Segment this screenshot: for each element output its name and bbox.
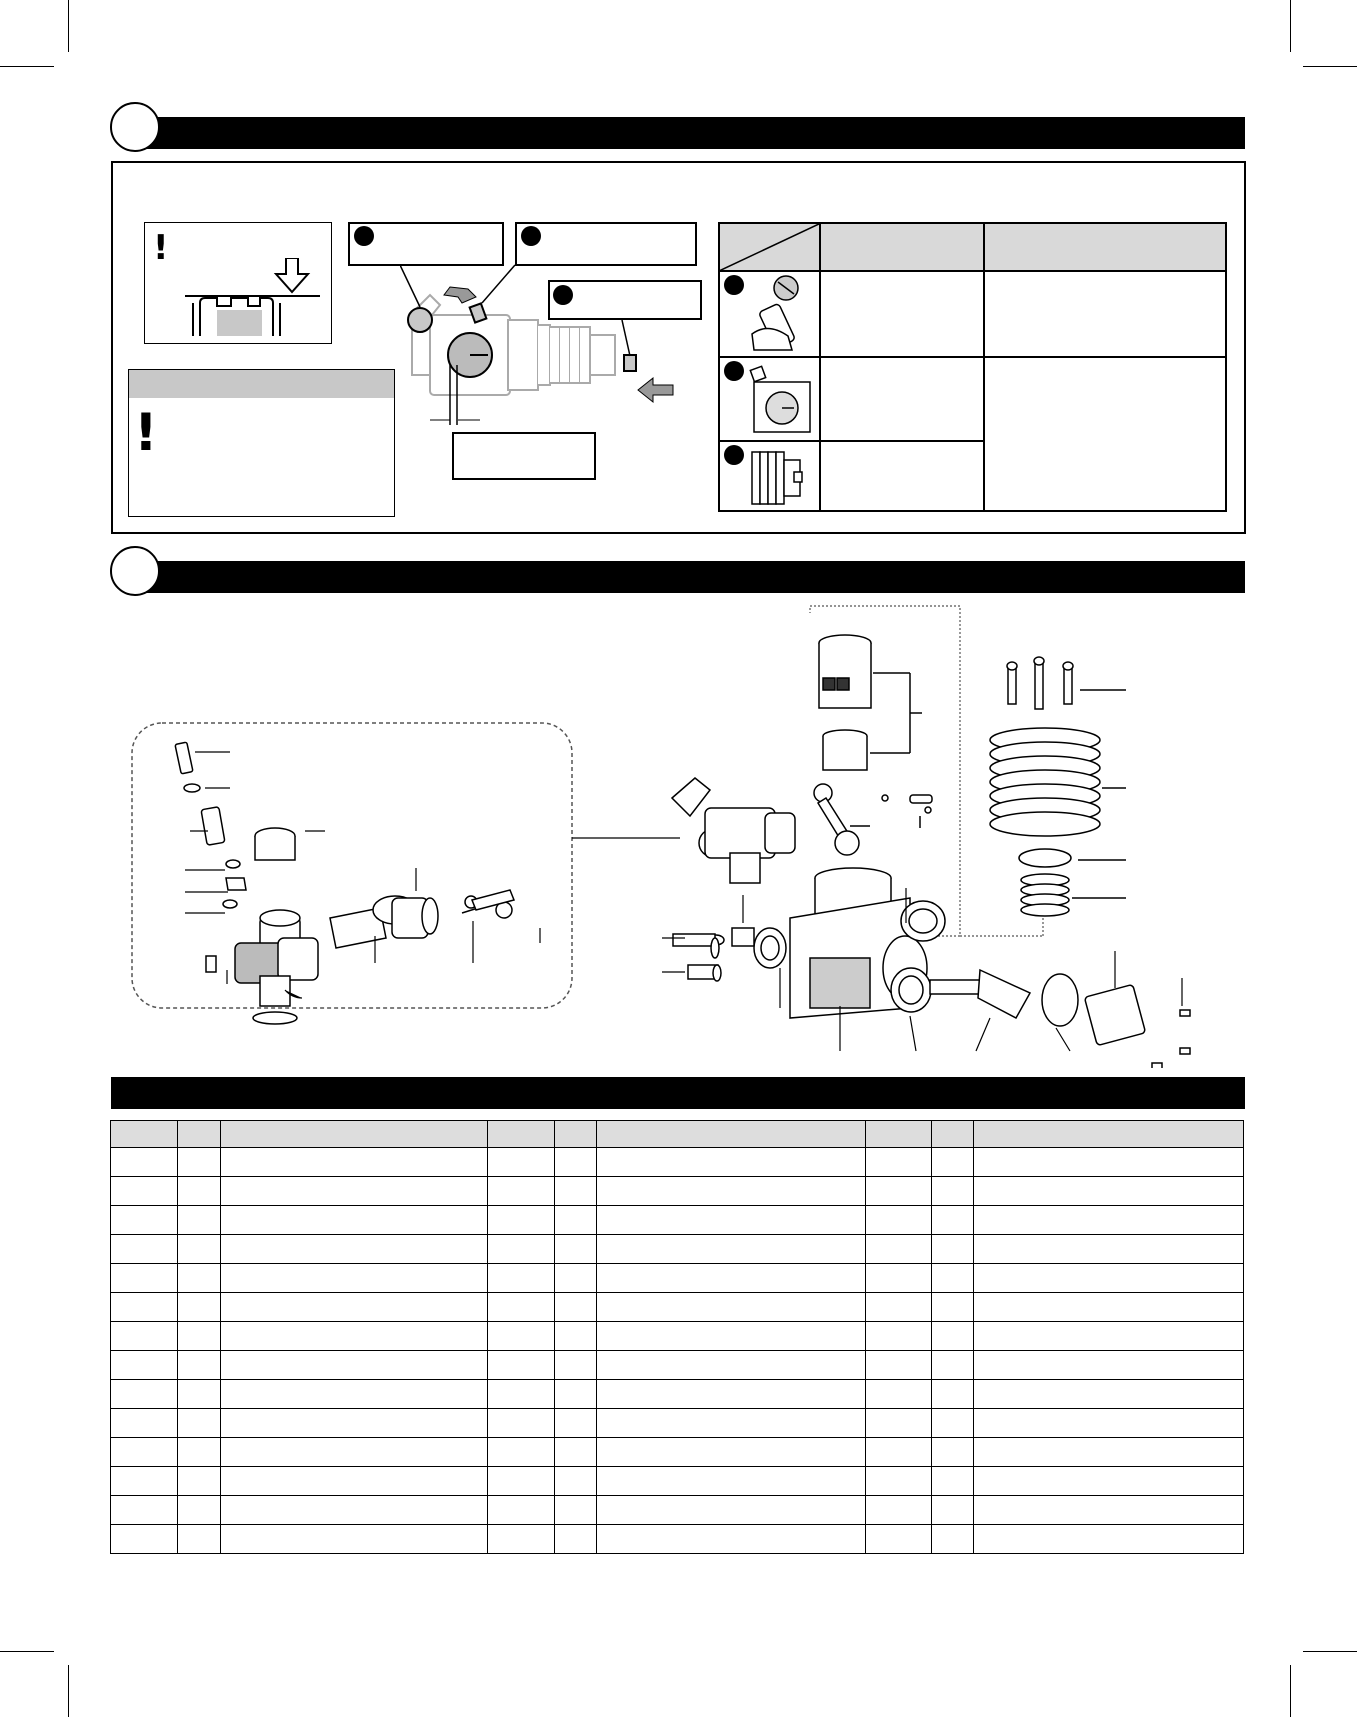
table-cell bbox=[178, 1293, 221, 1322]
throttle-parts bbox=[330, 890, 514, 948]
table-cell bbox=[597, 1177, 866, 1206]
table-cell bbox=[555, 1496, 597, 1525]
table-cell bbox=[487, 1148, 554, 1177]
section-number-circle bbox=[110, 102, 160, 152]
table-row bbox=[111, 1293, 1244, 1322]
table-cell bbox=[178, 1322, 221, 1351]
table-cell bbox=[555, 1525, 597, 1554]
table-cell bbox=[974, 1177, 1244, 1206]
section-number-circle bbox=[110, 546, 160, 596]
divider bbox=[720, 440, 984, 442]
table-cell bbox=[221, 1438, 488, 1467]
table-cell bbox=[865, 1264, 931, 1293]
table-cell bbox=[865, 1409, 931, 1438]
table-cell bbox=[865, 1380, 931, 1409]
table-row bbox=[111, 1206, 1244, 1235]
table-cell bbox=[178, 1467, 221, 1496]
table-cell bbox=[555, 1177, 597, 1206]
parts-table bbox=[110, 1120, 1244, 1554]
table-cell bbox=[597, 1322, 866, 1351]
crop-mark bbox=[1303, 1651, 1357, 1652]
table-cell bbox=[865, 1206, 931, 1235]
table-cell bbox=[974, 1293, 1244, 1322]
table-cell bbox=[932, 1322, 974, 1351]
carburetor-assembled bbox=[672, 778, 795, 883]
table-cell bbox=[487, 1322, 554, 1351]
table-row bbox=[111, 1525, 1244, 1554]
marker-dot bbox=[354, 226, 374, 246]
table-cell bbox=[555, 1322, 597, 1351]
table-cell bbox=[597, 1409, 866, 1438]
parts-table-header-row bbox=[111, 1121, 1244, 1148]
table-cell bbox=[932, 1380, 974, 1409]
divider bbox=[720, 270, 1225, 272]
table-cell bbox=[974, 1351, 1244, 1380]
table-cell bbox=[111, 1293, 178, 1322]
table-cell bbox=[487, 1525, 554, 1554]
warning-header bbox=[129, 370, 394, 398]
carburetor-group-outline bbox=[132, 723, 572, 1008]
table-row bbox=[111, 1438, 1244, 1467]
table-cell bbox=[974, 1264, 1244, 1293]
table-cell bbox=[487, 1293, 554, 1322]
table-cell bbox=[111, 1496, 178, 1525]
table-row bbox=[111, 1148, 1244, 1177]
table-row bbox=[111, 1467, 1244, 1496]
table-cell bbox=[932, 1235, 974, 1264]
table-cell bbox=[111, 1235, 178, 1264]
table-cell bbox=[221, 1322, 488, 1351]
marker-dot bbox=[724, 445, 744, 465]
table-cell bbox=[932, 1409, 974, 1438]
table-cell bbox=[974, 1380, 1244, 1409]
table-cell bbox=[487, 1206, 554, 1235]
measure-label-box bbox=[452, 432, 596, 480]
marker-dot bbox=[724, 275, 744, 295]
table-cell bbox=[597, 1206, 866, 1235]
table-cell bbox=[932, 1206, 974, 1235]
table-cell bbox=[865, 1235, 931, 1264]
carburetor-body-part bbox=[235, 828, 318, 1024]
table-cell bbox=[111, 1525, 178, 1554]
table-cell bbox=[178, 1264, 221, 1293]
table-cell bbox=[221, 1235, 488, 1264]
table-cell bbox=[111, 1322, 178, 1351]
needle-thumbnail bbox=[748, 274, 816, 354]
table-cell bbox=[487, 1467, 554, 1496]
table-cell bbox=[221, 1293, 488, 1322]
table-cell bbox=[221, 1467, 488, 1496]
table-row bbox=[111, 1351, 1244, 1380]
divider bbox=[720, 356, 1225, 358]
table-cell bbox=[487, 1177, 554, 1206]
table-cell bbox=[178, 1177, 221, 1206]
table-cell bbox=[555, 1467, 597, 1496]
table-cell bbox=[555, 1409, 597, 1438]
table-cell bbox=[221, 1380, 488, 1409]
table-cell bbox=[487, 1351, 554, 1380]
table-cell bbox=[865, 1293, 931, 1322]
table-cell bbox=[974, 1206, 1244, 1235]
table-cell bbox=[974, 1409, 1244, 1438]
crop-mark bbox=[1290, 1665, 1291, 1717]
crop-mark bbox=[0, 66, 54, 67]
section-header-bar bbox=[140, 561, 1245, 593]
table-cell bbox=[111, 1264, 178, 1293]
table-cell bbox=[487, 1496, 554, 1525]
table-cell bbox=[932, 1177, 974, 1206]
table-cell bbox=[178, 1206, 221, 1235]
gap-diagram bbox=[180, 258, 320, 338]
table-cell bbox=[555, 1351, 597, 1380]
header-diagonal bbox=[719, 223, 821, 271]
idle-screw-thumbnail bbox=[748, 362, 816, 438]
marker-dot bbox=[724, 361, 744, 381]
table-cell bbox=[932, 1351, 974, 1380]
table-cell bbox=[974, 1438, 1244, 1467]
table-cell bbox=[865, 1438, 931, 1467]
table-cell bbox=[178, 1235, 221, 1264]
table-cell bbox=[221, 1148, 488, 1177]
table-row bbox=[111, 1322, 1244, 1351]
table-cell bbox=[221, 1177, 488, 1206]
table-row bbox=[111, 1380, 1244, 1409]
table-cell bbox=[597, 1496, 866, 1525]
table-cell bbox=[487, 1264, 554, 1293]
crop-mark bbox=[0, 1651, 54, 1652]
table-cell bbox=[597, 1148, 866, 1177]
table-cell bbox=[111, 1380, 178, 1409]
table-cell bbox=[487, 1409, 554, 1438]
divider bbox=[983, 222, 985, 512]
table-cell bbox=[597, 1235, 866, 1264]
table-cell bbox=[932, 1525, 974, 1554]
table-cell bbox=[221, 1351, 488, 1380]
table-cell bbox=[221, 1206, 488, 1235]
needle-valve-part bbox=[175, 742, 246, 972]
table-cell bbox=[597, 1293, 866, 1322]
exclamation-icon: ! bbox=[134, 403, 158, 463]
crop-mark bbox=[68, 0, 69, 52]
table-cell bbox=[597, 1351, 866, 1380]
table-cell bbox=[111, 1177, 178, 1206]
table-cell bbox=[865, 1525, 931, 1554]
exclamation-icon: ! bbox=[153, 228, 169, 268]
table-cell bbox=[221, 1525, 488, 1554]
table-cell bbox=[865, 1467, 931, 1496]
table-cell bbox=[111, 1206, 178, 1235]
table-cell bbox=[865, 1322, 931, 1351]
table-cell bbox=[865, 1177, 931, 1206]
table-cell bbox=[221, 1496, 488, 1525]
table-cell bbox=[932, 1264, 974, 1293]
table-cell bbox=[974, 1496, 1244, 1525]
table-cell bbox=[932, 1438, 974, 1467]
table-cell bbox=[555, 1438, 597, 1467]
table-cell bbox=[178, 1351, 221, 1380]
table-cell bbox=[111, 1438, 178, 1467]
table-cell bbox=[932, 1293, 974, 1322]
table-cell bbox=[555, 1148, 597, 1177]
table-cell bbox=[487, 1438, 554, 1467]
table-cell bbox=[597, 1264, 866, 1293]
table-cell bbox=[111, 1409, 178, 1438]
table-cell bbox=[597, 1380, 866, 1409]
table-row bbox=[111, 1496, 1244, 1525]
table-cell bbox=[974, 1235, 1244, 1264]
table-cell bbox=[111, 1467, 178, 1496]
warning-box bbox=[128, 369, 395, 517]
table-cell bbox=[974, 1467, 1244, 1496]
bellows-thumbnail bbox=[748, 446, 816, 510]
table-cell bbox=[555, 1235, 597, 1264]
table-cell bbox=[555, 1264, 597, 1293]
table-cell bbox=[178, 1409, 221, 1438]
table-row bbox=[111, 1235, 1244, 1264]
table-cell bbox=[221, 1264, 488, 1293]
parts-list-header-bar bbox=[111, 1077, 1245, 1109]
crop-mark bbox=[1303, 66, 1357, 67]
table-row bbox=[111, 1264, 1244, 1293]
table-cell bbox=[221, 1409, 488, 1438]
table-cell bbox=[865, 1351, 931, 1380]
table-cell bbox=[932, 1148, 974, 1177]
cylinder-head bbox=[990, 657, 1126, 916]
table-cell bbox=[597, 1467, 866, 1496]
callout-leader-lines bbox=[400, 240, 700, 360]
table-cell bbox=[597, 1525, 866, 1554]
cylinder-sleeve bbox=[819, 635, 922, 770]
table-row bbox=[111, 1177, 1244, 1206]
divider bbox=[819, 222, 821, 512]
table-cell bbox=[974, 1148, 1244, 1177]
table-cell bbox=[597, 1438, 866, 1467]
table-cell bbox=[865, 1148, 931, 1177]
table-cell bbox=[974, 1322, 1244, 1351]
table-cell bbox=[487, 1380, 554, 1409]
table-cell bbox=[555, 1380, 597, 1409]
table-cell bbox=[178, 1438, 221, 1467]
crop-mark bbox=[68, 1665, 69, 1717]
table-cell bbox=[932, 1467, 974, 1496]
table-row bbox=[111, 1409, 1244, 1438]
table-cell bbox=[178, 1148, 221, 1177]
table-cell bbox=[178, 1525, 221, 1554]
table-cell bbox=[555, 1206, 597, 1235]
table-cell bbox=[974, 1525, 1244, 1554]
engine-exploded-view bbox=[110, 598, 1250, 1068]
table-cell bbox=[932, 1496, 974, 1525]
table-cell bbox=[178, 1380, 221, 1409]
table-cell bbox=[487, 1235, 554, 1264]
section-header-bar bbox=[140, 117, 1245, 149]
table-cell bbox=[111, 1351, 178, 1380]
crop-mark bbox=[1290, 0, 1291, 52]
table-cell bbox=[555, 1293, 597, 1322]
table-cell bbox=[865, 1496, 931, 1525]
table-cell bbox=[111, 1148, 178, 1177]
table-cell bbox=[178, 1496, 221, 1525]
connecting-rod bbox=[814, 784, 932, 855]
